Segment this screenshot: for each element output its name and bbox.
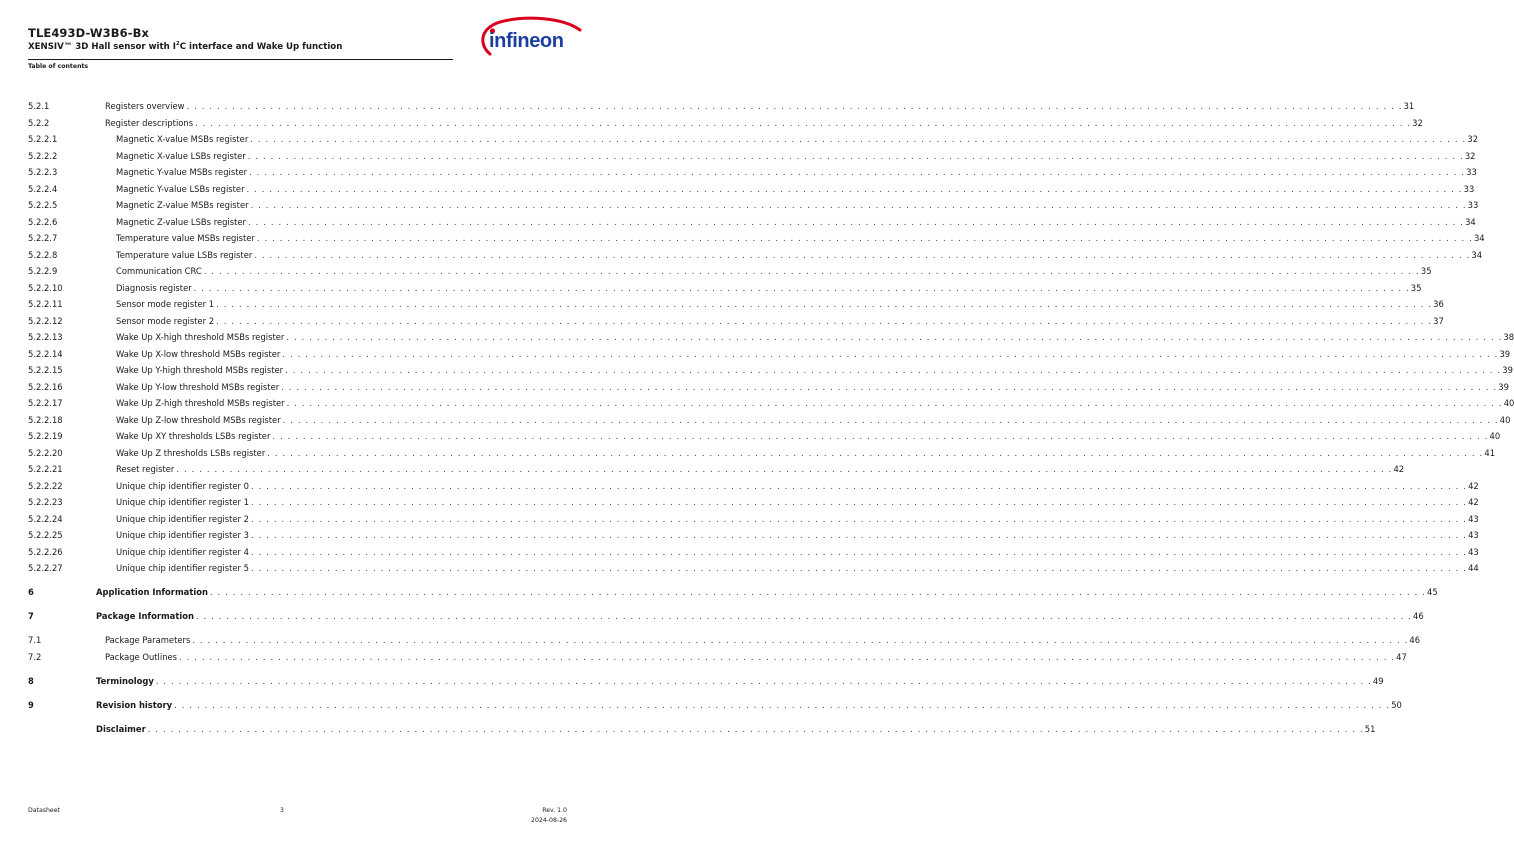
toc-entry-number: 5.2.2.16 xyxy=(28,381,63,392)
toc-entry-leader xyxy=(116,165,1477,179)
toc-dot-leader: . . . . . . . . . . . . . . . . . . . . . . . . . . . . . . . . . . . . . . . . . . . . . . . . . . . . . . . . . . . . . . . . . . . . . . . . . . . . . . . . . . . . . . . . . . . . . . . . . . . . . . . . . . . . . . . . . . . . . . . . . . . . . . . . . . . . . . . . . . . . . . . . . . . . . . . . . . . . . . . . xyxy=(254,249,1471,260)
toc-entry-page[interactable]: 46 xyxy=(1409,635,1421,645)
toc-entry-title[interactable]: Temperature value LSBs register xyxy=(116,249,253,260)
toc-entry-title[interactable]: Sensor mode register 2 xyxy=(116,315,215,326)
toc-entry-page[interactable]: 42 xyxy=(1393,464,1405,474)
toc-entry-leader xyxy=(96,674,1384,688)
toc-dot-leader: . . . . . . . . . . . . . . . . . . . . . . . . . . . . . . . . . . . . . . . . . . . . . . . . . . . . . . . . . . . . . . . . . . . . . . . . . . . . . . . . . . . . . . . . . . . . . . . . . . . . . . . . . . . . . . . . . . . . . . . . . . . . . . . . . . . . . . . . . . . . . . . . . . . . . . . . . . . . . . . . xyxy=(282,414,1499,425)
subtitle-superscript: 2 xyxy=(175,41,180,48)
toc-entry-title[interactable]: Package Information xyxy=(96,611,194,621)
toc-entry[interactable] xyxy=(28,363,1513,377)
toc-entry-number: 5.2.2.19 xyxy=(28,431,63,441)
toc-entry-leader xyxy=(116,314,1444,328)
toc-dot-leader: . . . . . . . . . . . . . . . . . . . . . . . . . . . . . . . . . . . . . . . . . . . . . . . . . . . . . . . . . . . . . . . . . . . . . . . . . . . . . . . . . . . . . . . . . . . . . . . . . . . . . . . . . . . . . . . . . . . . . . . . . . . . . . . . . . . . . . . . . . . . . . . . . . . . . . . . . . . . . . . . xyxy=(247,150,1464,161)
toc-entry-title[interactable]: Revision history xyxy=(96,699,173,710)
toc-entry-number: 8 xyxy=(28,675,34,686)
toc-entry-title[interactable]: Registers overview xyxy=(105,101,185,111)
toc-entry-number: 5.2.2.7 xyxy=(28,233,58,243)
toc-entry[interactable] xyxy=(28,149,1476,163)
toc-entry-page[interactable]: 39 xyxy=(1499,348,1511,359)
toc-entry-leader xyxy=(116,363,1513,377)
toc-entry-page[interactable]: 39 xyxy=(1502,365,1513,375)
toc-entry-leader xyxy=(116,132,1479,146)
toc-dot-leader: . . . . . . . . . . . . . . . . . . . . . . . . . . . . . . . . . . . . . . . . . . . . . . . . . . . . . . . . . . . . . . . . . . . . . . . . . . . . . . . . . . . . . . . . . . . . . . . . . . . . . . . . . . . . . . . . . . . . . . . . . . . . . . . . . . . . . . . . . . . . . . . . . . . . . . . . . . . . . . . . xyxy=(267,447,1484,458)
toc-entry-page[interactable]: 43 xyxy=(1468,530,1479,540)
toc-entry-number: 5.2.2.23 xyxy=(28,497,63,507)
toc-entry-title[interactable]: Communication CRC xyxy=(116,266,202,276)
toc-entry-leader xyxy=(105,116,1423,130)
toc-entry-title[interactable]: Terminology xyxy=(96,675,154,686)
toc-entry-page[interactable]: 43 xyxy=(1468,546,1479,557)
toc-entry-leader xyxy=(116,462,1405,476)
toc-entry-title[interactable]: Temperature value MSBs register xyxy=(116,233,255,243)
toc-entry-page[interactable]: 40 xyxy=(1503,398,1514,408)
toc-entry-page[interactable]: 34 xyxy=(1473,233,1485,243)
toc-entry[interactable] xyxy=(28,722,1376,736)
toc-entry-page[interactable]: 39 xyxy=(1498,381,1509,392)
toc-entry-number: 5.2.2.4 xyxy=(28,183,58,194)
toc-dot-leader: . . . . . . . . . . . . . . . . . . . . . . . . . . . . . . . . . . . . . . . . . . . . . . . . . . . . . . . . . . . . . . . . . . . . . . . . . . . . . . . . . . . . . . . . . . . . . . . . . . . . . . . . . . . . . . . . . . . . . . . . . . . . . . . . . . . . . . . . . . . . . . . . . . . . . . . . . . . . . . . . xyxy=(193,282,1410,293)
toc-entry-title[interactable]: Magnetic X-value LSBs register xyxy=(116,150,246,161)
toc-entry-leader xyxy=(116,231,1485,245)
toc-entry-page[interactable]: 44 xyxy=(1468,563,1479,573)
toc-dot-leader: . . . . . . . . . . . . . . . . . . . . . . . . . . . . . . . . . . . . . . . . . . . . . . . . . . . . . . . . . . . . . . . . . . . . . . . . . . . . . . . . . . . . . . . . . . . . . . . . . . . . . . . . . . . . . . . . . . . . . . . . . . . . . . . . . . . . . . . . . . . . . . . . . . . . . . . . . . . . . . . . xyxy=(147,723,1364,734)
toc-dot-leader: . . . . . . . . . . . . . . . . . . . . . . . . . . . . . . . . . . . . . . . . . . . . . . . . . . . . . . . . . . . . . . . . . . . . . . . . . . . . . . . . . . . . . . . . . . . . . . . . . . . . . . . . . . . . . . . . . . . . . . . . . . . . . . . . . . . . . . . . . . . . . . . . . . . . . . . . . . . . . . . . xyxy=(248,216,1465,227)
toc-entry-number: 9 xyxy=(28,699,34,710)
toc-entry[interactable] xyxy=(28,528,1479,542)
toc-entry[interactable] xyxy=(28,674,1384,688)
toc-entry-page[interactable]: 42 xyxy=(1468,497,1479,507)
toc-entry-leader xyxy=(116,380,1509,394)
toc-entry-number: 5.2.2.25 xyxy=(28,530,63,540)
toc-entry-page[interactable]: 47 xyxy=(1396,651,1407,662)
toc-entry-number: 7.1 xyxy=(28,635,42,645)
toc-dot-leader: . . . . . . . . . . . . . . . . . . . . . . . . . . . . . . . . . . . . . . . . . . . . . . . . . . . . . . . . . . . . . . . . . . . . . . . . . . . . . . . . . . . . . . . . . . . . . . . . . . . . . . . . . . . . . . . . . . . . . . . . . . . . . . . . . . . . . . . . . . . . . . . . . . . . . . . . . . . . . . . . xyxy=(286,398,1503,408)
toc-entry-title[interactable]: Disclaimer xyxy=(96,723,146,734)
toc-entry-title[interactable]: Magnetic X-value MSBs register xyxy=(116,134,249,144)
toc-entry-page[interactable]: 34 xyxy=(1471,249,1483,260)
infineon-logo xyxy=(476,14,586,60)
footer-date: 2024-08-26 xyxy=(531,817,567,824)
toc-entry-page[interactable]: 33 xyxy=(1466,167,1477,177)
toc-entry-page[interactable]: 32 xyxy=(1412,117,1423,128)
toc-entry-leader xyxy=(116,479,1479,493)
document-title: TLE493D-W3B6-Bx xyxy=(28,26,149,40)
toc-dot-leader: . . . . . . . . . . . . . . . . . . . . . . . . . . . . . . . . . . . . . . . . . . . . . . . . . . . . . . . . . . . . . . . . . . . . . . . . . . . . . . . . . . . . . . . . . . . . . . . . . . . . . . . . . . . . . . . . . . . . . . . . . . . . . . . . . . . . . . . . . . . . . . . . . . . . . . . . . . . . . . . . xyxy=(250,497,1468,507)
toc-entry[interactable] xyxy=(28,512,1479,526)
toc-entry-number: 5.2.2.3 xyxy=(28,167,58,177)
toc-dot-leader: . . . . . . . . . . . . . . . . . . . . . . . . . . . . . . . . . . . . . . . . . . . . . . . . . . . . . . . . . . . . . . . . . . . . . . . . . . . . . . . . . . . . . . . . . . . . . . . . . . . . . . . . . . . . . . . . . . . . . . . . . . . . . . . . . . . . . . . . . . . . . . . . . . . . . . . . . . . . . . . . xyxy=(246,183,1463,194)
toc-entry-leader xyxy=(116,281,1422,295)
toc-entry-leader xyxy=(116,446,1496,460)
toc-dot-leader: . . . . . . . . . . . . . . . . . . . . . . . . . . . . . . . . . . . . . . . . . . . . . . . . . . . . . . . . . . . . . . . . . . . . . . . . . . . . . . . . . . . . . . . . . . . . . . . . . . . . . . . . . . . . . . . . . . . . . . . . . . . . . . . . . . . . . . . . . . . . . . . . . . . . . . . . . . . . . . . . xyxy=(250,513,1468,524)
toc-entry[interactable] xyxy=(28,462,1405,476)
toc-entry-number: 5.2.2 xyxy=(28,117,50,128)
footer-revision: Rev. 1.0 xyxy=(542,807,567,814)
toc-entry-leader xyxy=(116,413,1511,427)
toc-entry[interactable] xyxy=(28,132,1479,146)
toc-entry-page[interactable]: 33 xyxy=(1467,200,1479,210)
toc-entry[interactable] xyxy=(28,609,1424,623)
toc-dot-leader: . . . . . . . . . . . . . . . . . . . . . . . . . . . . . . . . . . . . . . . . . . . . . . . . . . . . . . . . . . . . . . . . . . . . . . . . . . . . . . . . . . . . . . . . . . . . . . . . . . . . . . . . . . . . . . . . . . . . . . . . . . . . . . . . . . . . . . . . . . . . . . . . . . . . . . . . . . . . . . . . xyxy=(209,587,1427,597)
toc-entry-leader xyxy=(116,561,1479,575)
toc-dot-leader: . . . . . . . . . . . . . . . . . . . . . . . . . . . . . . . . . . . . . . . . . . . . . . . . . . . . . . . . . . . . . . . . . . . . . . . . . . . . . . . . . . . . . . . . . . . . . . . . . . . . . . . . . . . . . . . . . . . . . . . . . . . . . . . . . . . . . . . . . . . . . . . . . . . . . . . . . . . . . . . . xyxy=(216,315,1433,326)
toc-entry-leader xyxy=(116,182,1475,196)
toc-entry-page[interactable]: 42 xyxy=(1468,480,1479,491)
toc-dot-leader: . . . . . . . . . . . . . . . . . . . . . . . . . . . . . . . . . . . . . . . . . . . . . . . . . . . . . . . . . . . . . . . . . . . . . . . . . . . . . . . . . . . . . . . . . . . . . . . . . . . . . . . . . . . . . . . . . . . . . . . . . . . . . . . . . . . . . . . . . . . . . . . . . . . . . . . . . . . . . . . . xyxy=(195,117,1412,128)
toc-dot-leader: . . . . . . . . . . . . . . . . . . . . . . . . . . . . . . . . . . . . . . . . . . . . . . . . . . . . . . . . . . . . . . . . . . . . . . . . . . . . . . . . . . . . . . . . . . . . . . . . . . . . . . . . . . . . . . . . . . . . . . . . . . . . . . . . . . . . . . . . . . . . . . . . . . . . . . . . . . . . . . . . xyxy=(250,200,1467,210)
toc-entry-leader xyxy=(96,722,1376,736)
toc-dot-leader: . . . . . . . . . . . . . . . . . . . . . . . . . . . . . . . . . . . . . . . . . . . . . . . . . . . . . . . . . . . . . . . . . . . . . . . . . . . . . . . . . . . . . . . . . . . . . . . . . . . . . . . . . . . . . . . . . . . . . . . . . . . . . . . . . . . . . . . . . . . . . . . . . . . . . . . . . . . . . . . . xyxy=(249,167,1466,177)
toc-entry-leader xyxy=(116,215,1476,229)
toc-entry-title[interactable]: Unique chip identifier register 1 xyxy=(116,497,249,507)
toc-entry-number: 5.2.2.21 xyxy=(28,464,63,474)
toc-entry-leader xyxy=(116,528,1479,542)
toc-dot-leader: . . . . . . . . . . . . . . . . . . . . . . . . . . . . . . . . . . . . . . . . . . . . . . . . . . . . . . . . . . . . . . . . . . . . . . . . . . . . . . . . . . . . . . . . . . . . . . . . . . . . . . . . . . . . . . . . . . . . . . . . . . . . . . . . . . . . . . . . . . . . . . . . . . . . . . . . . . . . . . . . xyxy=(179,651,1396,662)
toc-entry-page[interactable]: 40 xyxy=(1499,414,1511,425)
section-label: Table of contents xyxy=(28,63,89,70)
toc-entry[interactable] xyxy=(28,413,1511,427)
toc-entry-number: 5.2.2.5 xyxy=(28,200,58,210)
toc-entry-leader xyxy=(105,650,1407,664)
toc-entry[interactable] xyxy=(28,698,1402,712)
toc-entry-title[interactable]: Magnetic Z-value MSBs register xyxy=(116,200,249,210)
toc-entry[interactable] xyxy=(28,347,1511,361)
toc-entry[interactable] xyxy=(28,561,1479,575)
toc-entry-page[interactable]: 51 xyxy=(1364,723,1376,734)
toc-entry-title[interactable]: Wake Up Y-low threshold MSBs register xyxy=(116,381,280,392)
toc-entry-number: 5.2.2.6 xyxy=(28,216,58,227)
toc-entry-title[interactable]: Wake Up Z thresholds LSBs register xyxy=(116,447,266,458)
toc-entry-page[interactable]: 46 xyxy=(1413,611,1424,621)
toc-entry-page[interactable]: 35 xyxy=(1420,266,1432,276)
toc-entry-number: 5.2.2.26 xyxy=(28,546,63,557)
toc-entry-page[interactable]: 40 xyxy=(1489,431,1501,441)
toc-entry-number: 5.2.2.27 xyxy=(28,563,63,573)
toc-entry[interactable] xyxy=(28,330,1514,344)
toc-entry-page[interactable]: 36 xyxy=(1433,299,1444,309)
toc-entry-number: 5.2.2.9 xyxy=(28,266,58,276)
toc-dot-leader: . . . . . . . . . . . . . . . . . . . . . . . . . . . . . . . . . . . . . . . . . . . . . . . . . . . . . . . . . . . . . . . . . . . . . . . . . . . . . . . . . . . . . . . . . . . . . . . . . . . . . . . . . . . . . . . . . . . . . . . . . . . . . . . . . . . . . . . . . . . . . . . . . . . . . . . . . . . . . . . . xyxy=(272,431,1489,441)
toc-entry-title[interactable]: Wake Up X-low threshold MSBs register xyxy=(116,348,281,359)
toc-entry[interactable] xyxy=(28,165,1477,179)
toc-entry[interactable] xyxy=(28,248,1483,262)
toc-entry-title[interactable]: Unique chip identifier register 3 xyxy=(116,530,249,540)
toc-entry-title[interactable]: Wake Up X-high threshold MSBs register xyxy=(116,332,285,342)
toc-entry-number: 5.2.2.24 xyxy=(28,513,63,524)
toc-entry-page[interactable]: 50 xyxy=(1391,699,1402,710)
toc-entry[interactable] xyxy=(28,633,1421,647)
logo-text: infineon xyxy=(489,30,564,52)
toc-entry[interactable] xyxy=(28,264,1432,278)
toc-dot-leader: . . . . . . . . . . . . . . . . . . . . . . . . . . . . . . . . . . . . . . . . . . . . . . . . . . . . . . . . . . . . . . . . . . . . . . . . . . . . . . . . . . . . . . . . . . . . . . . . . . . . . . . . . . . . . . . . . . . . . . . . . . . . . . . . . . . . . . . . . . . . . . . . . . . . . . . . . . . . . . . . xyxy=(176,464,1393,474)
toc-entry-title[interactable]: Unique chip identifier register 5 xyxy=(116,563,249,573)
toc-dot-leader: . . . . . . . . . . . . . . . . . . . . . . . . . . . . . . . . . . . . . . . . . . . . . . . . . . . . . . . . . . . . . . . . . . . . . . . . . . . . . . . . . . . . . . . . . . . . . . . . . . . . . . . . . . . . . . . . . . . . . . . . . . . . . . . . . . . . . . . . . . . . . . . . . . . . . . . . . . . . . . . . xyxy=(192,635,1409,645)
toc-entry-page[interactable]: 31 xyxy=(1403,101,1415,111)
toc-entry-page[interactable]: 34 xyxy=(1465,216,1476,227)
toc-entry-leader xyxy=(116,198,1479,212)
toc-entry-title[interactable]: Wake Up Y-high threshold MSBs register xyxy=(116,365,284,375)
toc-entry[interactable] xyxy=(28,479,1479,493)
toc-entry-title[interactable]: Wake Up Z-high threshold MSBs register xyxy=(116,398,285,408)
toc-entry[interactable] xyxy=(28,585,1438,599)
toc-entry[interactable] xyxy=(28,314,1444,328)
toc-entry-number: 6 xyxy=(28,587,34,597)
toc-entry-leader xyxy=(116,396,1514,410)
toc-dot-leader: . . . . . . . . . . . . . . . . . . . . . . . . . . . . . . . . . . . . . . . . . . . . . . . . . . . . . . . . . . . . . . . . . . . . . . . . . . . . . . . . . . . . . . . . . . . . . . . . . . . . . . . . . . . . . . . . . . . . . . . . . . . . . . . . . . . . . . . . . . . . . . . . . . . . . . . . . . . . . . . . xyxy=(285,365,1502,375)
toc-entry-number: 5.2.2.10 xyxy=(28,282,63,293)
toc-entry-title[interactable]: Package Parameters xyxy=(105,635,191,645)
toc-entry-title[interactable]: Wake Up XY thresholds LSBs register xyxy=(116,431,271,441)
toc-entry[interactable] xyxy=(28,297,1444,311)
toc-entry-leader xyxy=(116,297,1444,311)
toc-entry-number: 7 xyxy=(28,611,34,621)
toc-entry-title[interactable]: Unique chip identifier register 0 xyxy=(116,480,249,491)
toc-entry[interactable] xyxy=(28,215,1476,229)
toc-entry-number: 7.2 xyxy=(28,651,42,662)
toc-entry-number: 5.2.2.15 xyxy=(28,365,63,375)
toc-dot-leader: . . . . . . . . . . . . . . . . . . . . . . . . . . . . . . . . . . . . . . . . . . . . . . . . . . . . . . . . . . . . . . . . . . . . . . . . . . . . . . . . . . . . . . . . . . . . . . . . . . . . . . . . . . . . . . . . . . . . . . . . . . . . . . . . . . . . . . . . . . . . . . . . . . . . . . . . . . . . . . . . xyxy=(282,348,1499,359)
footer-page-number: 3 xyxy=(280,807,284,814)
toc-entry-number: 5.2.2.8 xyxy=(28,249,58,260)
toc-entry-title[interactable]: Wake Up Z-low threshold MSBs register xyxy=(116,414,281,425)
toc-entry-leader xyxy=(96,585,1438,599)
toc-entry-page[interactable]: 37 xyxy=(1433,315,1444,326)
toc-entry-number: 5.2.2.17 xyxy=(28,398,63,408)
toc-dot-leader: . . . . . . . . . . . . . . . . . . . . . . . . . . . . . . . . . . . . . . . . . . . . . . . . . . . . . . . . . . . . . . . . . . . . . . . . . . . . . . . . . . . . . . . . . . . . . . . . . . . . . . . . . . . . . . . . . . . . . . . . . . . . . . . . . . . . . . . . . . . . . . . . . . . . . . . . . . . . . . . . xyxy=(203,266,1420,276)
toc-entry[interactable] xyxy=(28,545,1479,559)
toc-entry-title[interactable]: Application Information xyxy=(96,587,208,597)
toc-entry[interactable] xyxy=(28,446,1496,460)
toc-entry[interactable] xyxy=(28,231,1485,245)
toc-entry[interactable] xyxy=(28,281,1422,295)
toc-dot-leader: . . . . . . . . . . . . . . . . . . . . . . . . . . . . . . . . . . . . . . . . . . . . . . . . . . . . . . . . . . . . . . . . . . . . . . . . . . . . . . . . . . . . . . . . . . . . . . . . . . . . . . . . . . . . . . . . . . . . . . . . . . . . . . . . . . . . . . . . . . . . . . . . . . . . . . . . . . . . . . . . xyxy=(216,299,1433,309)
document-subtitle xyxy=(28,42,342,52)
toc-entry-leader xyxy=(96,609,1424,623)
toc-entry-leader xyxy=(116,495,1479,509)
toc-dot-leader: . . . . . . . . . . . . . . . . . . . . . . . . . . . . . . . . . . . . . . . . . . . . . . . . . . . . . . . . . . . . . . . . . . . . . . . . . . . . . . . . . . . . . . . . . . . . . . . . . . . . . . . . . . . . . . . . . . . . . . . . . . . . . . . . . . . . . . . . . . . . . . . . . . . . . . . . . . . . . . . . xyxy=(256,233,1473,243)
toc-entry-leader xyxy=(116,264,1432,278)
toc-entry-number: 5.2.2.2 xyxy=(28,150,58,161)
toc-entry-leader xyxy=(96,698,1402,712)
toc-entry-page[interactable]: 32 xyxy=(1464,150,1476,161)
toc-entry-number: 5.2.1 xyxy=(28,101,50,111)
toc-entry-leader xyxy=(116,512,1479,526)
toc-entry-number: 5.2.2.22 xyxy=(28,480,63,491)
toc-entry-page[interactable]: 35 xyxy=(1410,282,1422,293)
toc-dot-leader: . . . . . . . . . . . . . . . . . . . . . . . . . . . . . . . . . . . . . . . . . . . . . . . . . . . . . . . . . . . . . . . . . . . . . . . . . . . . . . . . . . . . . . . . . . . . . . . . . . . . . . . . . . . . . . . . . . . . . . . . . . . . . . . . . . . . . . . . . . . . . . . . . . . . . . . . . . . . . . . . xyxy=(155,675,1372,686)
toc-entry-title[interactable]: Package Outlines xyxy=(105,651,178,662)
toc-entry-leader xyxy=(116,248,1483,262)
toc-entry-page[interactable]: 41 xyxy=(1484,447,1496,458)
toc-entry-leader xyxy=(116,330,1514,344)
toc-entry[interactable] xyxy=(28,650,1407,664)
toc-entry-title[interactable]: Magnetic Y-value LSBs register xyxy=(116,183,245,194)
toc-entry[interactable] xyxy=(28,495,1479,509)
toc-entry-leader xyxy=(116,347,1511,361)
toc-entry-leader xyxy=(116,429,1501,443)
toc-entry[interactable] xyxy=(28,116,1423,130)
toc-dot-leader: . . . . . . . . . . . . . . . . . . . . . . . . . . . . . . . . . . . . . . . . . . . . . . . . . . . . . . . . . . . . . . . . . . . . . . . . . . . . . . . . . . . . . . . . . . . . . . . . . . . . . . . . . . . . . . . . . . . . . . . . . . . . . . . . . . . . . . . . . . . . . . . . . . . . . . . . . . . . . . . . xyxy=(186,101,1403,111)
toc-entry-title[interactable]: Diagnosis register xyxy=(116,282,192,293)
toc-entry-page[interactable]: 43 xyxy=(1468,513,1479,524)
toc-dot-leader: . . . . . . . . . . . . . . . . . . . . . . . . . . . . . . . . . . . . . . . . . . . . . . . . . . . . . . . . . . . . . . . . . . . . . . . . . . . . . . . . . . . . . . . . . . . . . . . . . . . . . . . . . . . . . . . . . . . . . . . . . . . . . . . . . . . . . . . . . . . . . . . . . . . . . . . . . . . . . . . . xyxy=(250,134,1467,144)
toc-dot-leader: . . . . . . . . . . . . . . . . . . . . . . . . . . . . . . . . . . . . . . . . . . . . . . . . . . . . . . . . . . . . . . . . . . . . . . . . . . . . . . . . . . . . . . . . . . . . . . . . . . . . . . . . . . . . . . . . . . . . . . . . . . . . . . . . . . . . . . . . . . . . . . . . . . . . . . . . . . . . . . . . xyxy=(174,699,1391,710)
toc-entry-leader xyxy=(105,99,1415,113)
header-rule xyxy=(28,59,453,60)
toc-dot-leader: . . . . . . . . . . . . . . . . . . . . . . . . . . . . . . . . . . . . . . . . . . . . . . . . . . . . . . . . . . . . . . . . . . . . . . . . . . . . . . . . . . . . . . . . . . . . . . . . . . . . . . . . . . . . . . . . . . . . . . . . . . . . . . . . . . . . . . . . . . . . . . . . . . . . . . . . . . . . . . . . xyxy=(250,563,1468,573)
toc-entry-title[interactable]: Sensor mode register 1 xyxy=(116,299,215,309)
toc-dot-leader: . . . . . . . . . . . . . . . . . . . . . . . . . . . . . . . . . . . . . . . . . . . . . . . . . . . . . . . . . . . . . . . . . . . . . . . . . . . . . . . . . . . . . . . . . . . . . . . . . . . . . . . . . . . . . . . . . . . . . . . . . . . . . . . . . . . . . . . . . . . . . . . . . . . . . . . . . . . . . . . . xyxy=(286,332,1503,342)
toc-dot-leader: . . . . . . . . . . . . . . . . . . . . . . . . . . . . . . . . . . . . . . . . . . . . . . . . . . . . . . . . . . . . . . . . . . . . . . . . . . . . . . . . . . . . . . . . . . . . . . . . . . . . . . . . . . . . . . . . . . . . . . . . . . . . . . . . . . . . . . . . . . . . . . . . . . . . . . . . . . . . . . . . xyxy=(250,546,1468,557)
toc-entry-title[interactable]: Unique chip identifier register 4 xyxy=(116,546,249,557)
toc-entry-number: 5.2.2.14 xyxy=(28,348,63,359)
toc-entry-leader xyxy=(105,633,1421,647)
toc-entry-title[interactable]: Unique chip identifier register 2 xyxy=(116,513,249,524)
subtitle-part-a: XENSIV™ 3D Hall sensor with I xyxy=(28,42,176,52)
toc-entry-number: 5.2.2.20 xyxy=(28,447,63,458)
toc-dot-leader: . . . . . . . . . . . . . . . . . . . . . . . . . . . . . . . . . . . . . . . . . . . . . . . . . . . . . . . . . . . . . . . . . . . . . . . . . . . . . . . . . . . . . . . . . . . . . . . . . . . . . . . . . . . . . . . . . . . . . . . . . . . . . . . . . . . . . . . . . . . . . . . . . . . . . . . . . . . . . . . . xyxy=(281,381,1498,392)
toc-entry[interactable] xyxy=(28,380,1509,394)
toc-entry-page[interactable]: 38 xyxy=(1503,332,1514,342)
toc-entry-page[interactable]: 33 xyxy=(1463,183,1475,194)
toc-dot-leader: . . . . . . . . . . . . . . . . . . . . . . . . . . . . . . . . . . . . . . . . . . . . . . . . . . . . . . . . . . . . . . . . . . . . . . . . . . . . . . . . . . . . . . . . . . . . . . . . . . . . . . . . . . . . . . . . . . . . . . . . . . . . . . . . . . . . . . . . . . . . . . . . . . . . . . . . . . . . . . . . xyxy=(250,480,1468,491)
toc-dot-leader: . . . . . . . . . . . . . . . . . . . . . . . . . . . . . . . . . . . . . . . . . . . . . . . . . . . . . . . . . . . . . . . . . . . . . . . . . . . . . . . . . . . . . . . . . . . . . . . . . . . . . . . . . . . . . . . . . . . . . . . . . . . . . . . . . . . . . . . . . . . . . . . . . . . . . . . . . . . . . . . . xyxy=(250,530,1468,540)
toc-entry[interactable] xyxy=(28,182,1475,196)
toc-entry[interactable] xyxy=(28,198,1479,212)
toc-entry-number: 5.2.2.11 xyxy=(28,299,63,309)
toc-entry-title[interactable]: Register descriptions xyxy=(105,117,194,128)
toc-dot-leader: . . . . . . . . . . . . . . . . . . . . . . . . . . . . . . . . . . . . . . . . . . . . . . . . . . . . . . . . . . . . . . . . . . . . . . . . . . . . . . . . . . . . . . . . . . . . . . . . . . . . . . . . . . . . . . . . . . . . . . . . . . . . . . . . . . . . . . . . . . . . . . . . . . . . . . . . . . . . . . . . xyxy=(195,611,1413,621)
toc-entry[interactable] xyxy=(28,396,1514,410)
toc-entry-title[interactable]: Magnetic Z-value LSBs register xyxy=(116,216,246,227)
toc-entry-title[interactable]: Magnetic Y-value MSBs register xyxy=(116,167,248,177)
footer-doc-type: Datasheet xyxy=(28,807,60,814)
toc-entry-leader xyxy=(116,545,1479,559)
toc-entry-leader xyxy=(116,149,1476,163)
toc-entry-page[interactable]: 49 xyxy=(1372,675,1384,686)
toc-entry-title[interactable]: Reset register xyxy=(116,464,175,474)
toc-entry-number: 5.2.2.12 xyxy=(28,315,63,326)
toc-entry-page[interactable]: 32 xyxy=(1467,134,1479,144)
toc-entry[interactable] xyxy=(28,99,1415,113)
toc-entry-page[interactable]: 45 xyxy=(1427,587,1438,597)
toc-entry[interactable] xyxy=(28,429,1501,443)
toc-entry-number: 5.2.2.13 xyxy=(28,332,63,342)
subtitle-part-b: C interface and Wake Up function xyxy=(179,42,343,52)
toc-entry-number: 5.2.2.18 xyxy=(28,414,63,425)
toc-entry-number: 5.2.2.1 xyxy=(28,134,58,144)
